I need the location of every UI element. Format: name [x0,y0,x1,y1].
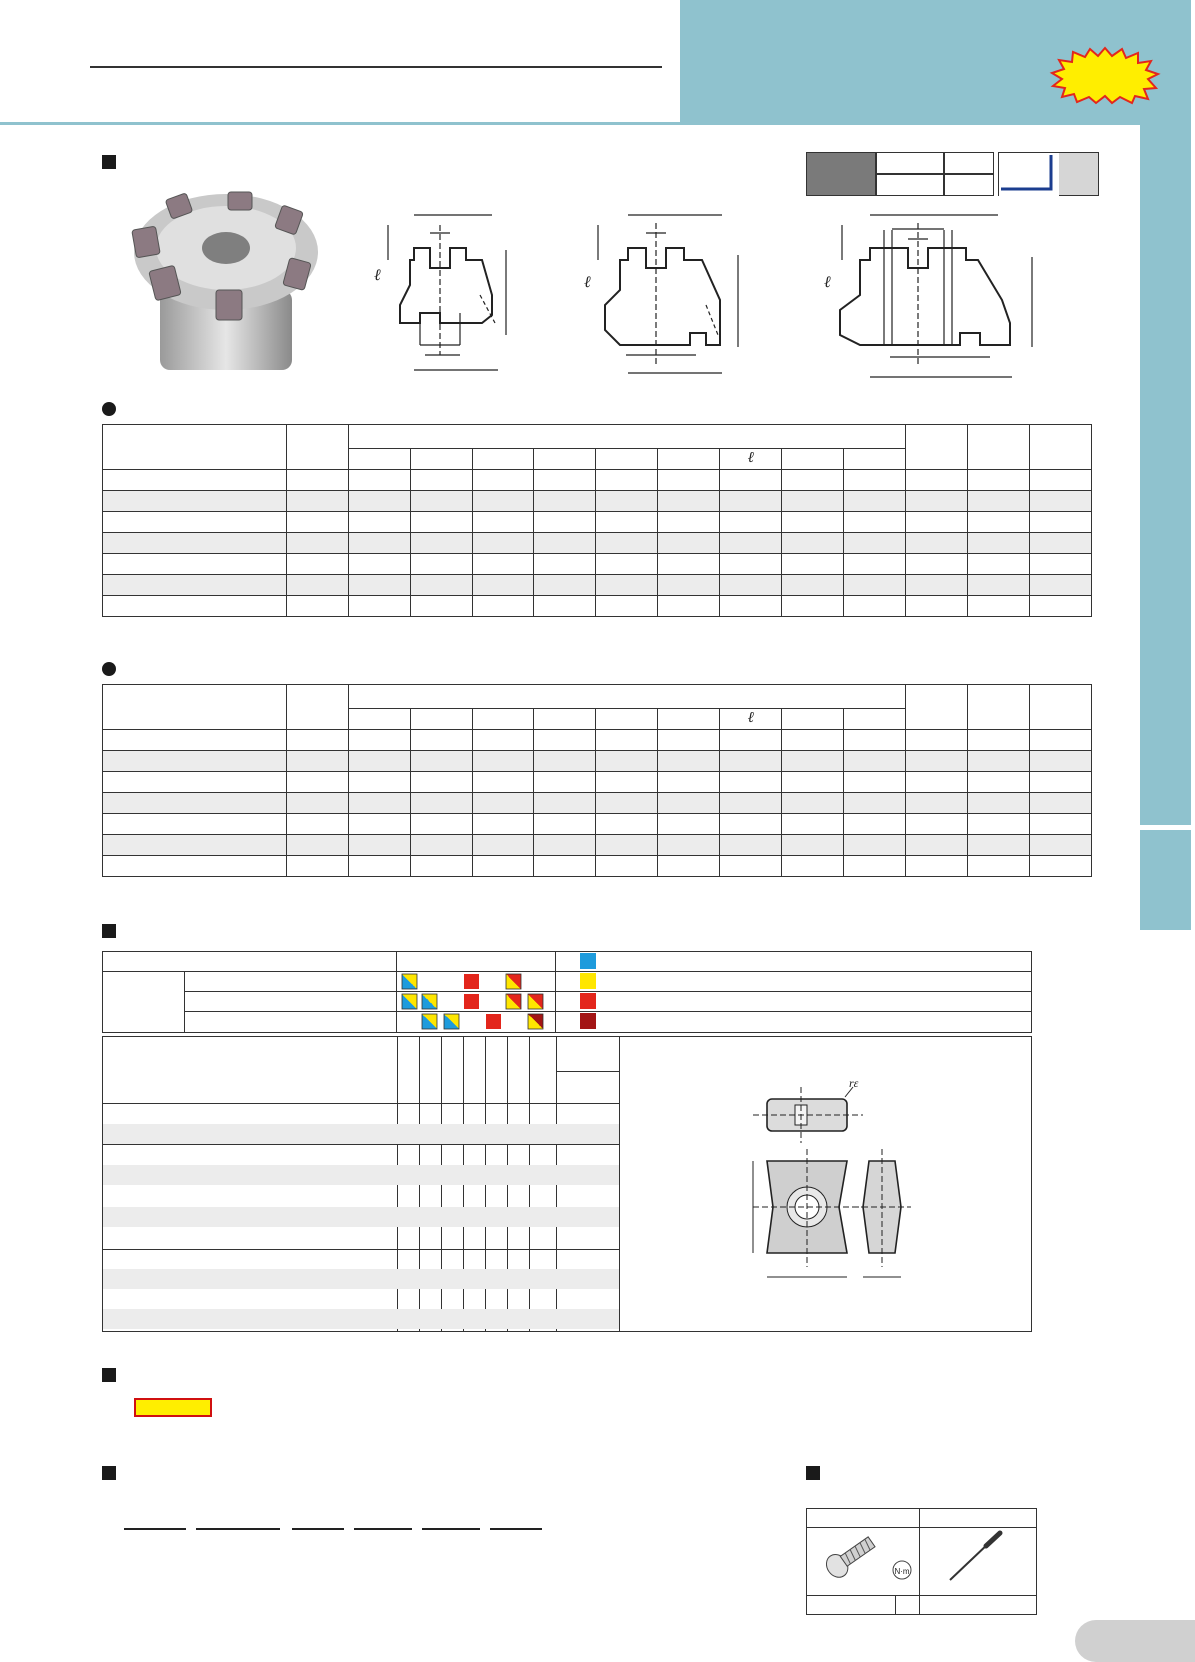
spare-parts-table [806,1508,1037,1615]
cutter-drawing-type2 [584,205,770,390]
list-item [103,1124,619,1144]
dimension-table-2 [102,684,1092,877]
application-tag [806,152,1099,196]
header-cell-ell: ℓ [720,708,782,729]
drawing-ell-label: ℓ [824,274,831,291]
list-item [103,1207,619,1227]
header-cell-ell: ℓ [720,448,782,469]
tag-cell [876,152,944,174]
table-row [103,533,1092,554]
code-segment [422,1528,480,1530]
table1-bullet [102,402,116,416]
work-material-legend [102,951,1032,1033]
page-number-tab [1075,1620,1195,1662]
code-segment [196,1528,280,1530]
highlight-box [134,1398,212,1417]
insert-drawing [723,1077,963,1317]
header-cell-flutes [906,425,968,470]
table-row [103,835,1092,856]
table-row [103,751,1092,772]
header-rule [0,122,1191,125]
code-segment [292,1528,344,1530]
table-row [103,856,1092,877]
table-row [103,772,1092,793]
section-marker-inserts [102,924,116,938]
table-header-row [103,425,1092,449]
application-chips [398,973,558,1031]
section-marker-spare-parts [806,1466,820,1480]
table-row [103,575,1092,596]
tag-cell [944,174,994,196]
table-row [103,512,1092,533]
legend-yellow-key [580,973,596,989]
tag-dark-cell [806,152,876,196]
cutter-bore [202,232,250,264]
code-segment [490,1528,542,1530]
header-cell-extra [1029,425,1091,470]
dimension-table-1 [102,424,1092,617]
tag-shoulder-icon-cell [998,152,1099,196]
table-row [103,596,1092,617]
tag-cell [944,152,994,174]
starburst-icon [1052,48,1158,103]
header-cell-weight [967,425,1029,470]
header-cell-designation [103,425,287,470]
section-marker-designation [102,1466,116,1480]
section-marker-body [102,155,116,169]
cutter-drawing-type3 [824,205,1060,390]
torx-driver-icon [920,1528,1036,1590]
cutter-drawing-type1 [374,205,540,390]
code-segment [124,1528,186,1530]
table-header-row [103,685,1092,709]
header-cell-stock [286,425,348,470]
cutter-photo [128,190,328,378]
table-row [103,730,1092,751]
section-marker-conditions [102,1368,116,1382]
table2-bullet [102,662,116,676]
corner-radius-label: rε [849,1076,859,1090]
screw-icon [807,1528,919,1590]
drawing-ell-label: ℓ [374,267,381,284]
side-index-tab[interactable] [1140,830,1191,930]
legend-red-key [580,993,596,1009]
legend-blue-key [580,953,596,969]
legend-darkred-key [580,1013,596,1029]
torque-label: N·m [894,1567,910,1576]
list-item [103,1165,619,1185]
table-row [103,491,1092,512]
drawing-ell-label: ℓ [584,274,591,291]
title-underline [90,66,662,68]
table-row [103,554,1092,575]
code-segment [354,1528,412,1530]
insert-table [102,1036,1032,1332]
header-cell-dimensions [348,425,905,449]
list-item [103,1309,619,1329]
tag-cell [876,174,944,196]
shoulder-milling-icon [999,153,1100,197]
table-row [103,814,1092,835]
side-index-strip [1140,125,1191,825]
table-row [103,793,1092,814]
list-item [103,1269,619,1289]
table-row [103,470,1092,491]
new-badge [1050,46,1160,104]
